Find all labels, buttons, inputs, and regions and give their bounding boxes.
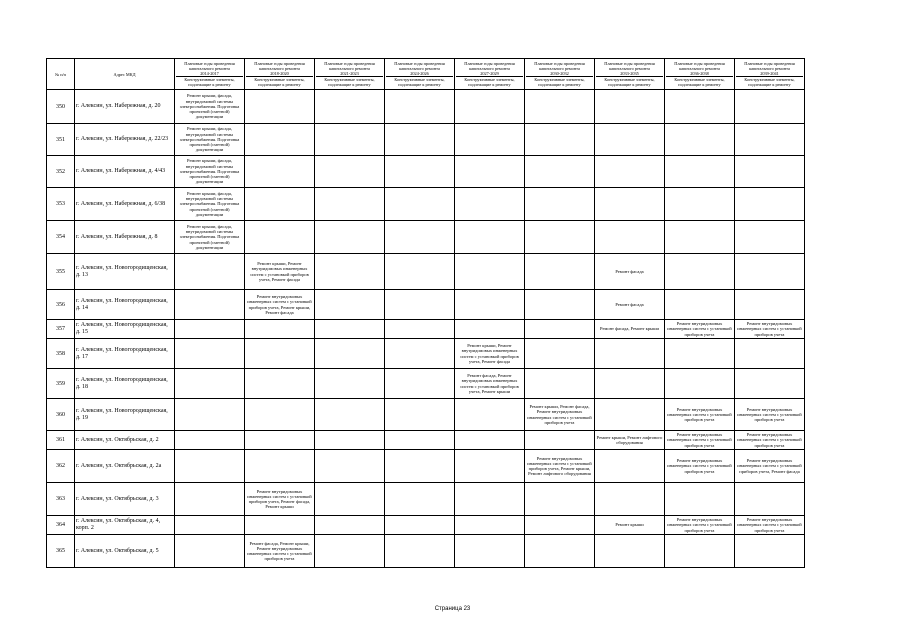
repair-cell: [175, 339, 245, 369]
repair-cell: Ремонт фасада: [595, 254, 665, 290]
repair-cell: [385, 339, 455, 369]
repair-cell: [245, 320, 315, 339]
repair-cell: [665, 290, 735, 320]
repair-cell: [525, 535, 595, 568]
repair-cell: Ремонт внутридомовых инженерных систем с установкой приборов учета: [735, 320, 805, 339]
repair-cell: [245, 90, 315, 124]
repair-cell: [455, 254, 525, 290]
repair-cell: Ремонт крыши, Ремонт фасада, Ремонт внутридомовых инженерных систем с установкой приборов учета: [525, 399, 595, 431]
repair-cell: [385, 535, 455, 568]
row-address: г. Алексин, ул. Набережная, д. 8: [75, 221, 175, 254]
period-title: Плановые годы проведения капитального ремонта: [604, 61, 655, 71]
repair-cell: [385, 290, 455, 320]
row-address: г. Алексин, ул. Набережная, д. 22/23: [75, 124, 175, 156]
period-years: 2033-2035: [620, 71, 639, 76]
repair-cell: [385, 156, 455, 188]
repair-cell: [665, 254, 735, 290]
repair-cell: [665, 221, 735, 254]
repair-cell: [245, 369, 315, 399]
repair-cell: [175, 483, 245, 516]
row-number: 360: [47, 399, 75, 431]
repair-cell: Ремонт крыши: [595, 516, 665, 535]
repair-cell: [175, 254, 245, 290]
row-number: 356: [47, 290, 75, 320]
repair-cell: [315, 516, 385, 535]
repair-cell: [595, 483, 665, 516]
repair-cell: [455, 290, 525, 320]
repair-cell: [385, 450, 455, 483]
repair-cell: [665, 535, 735, 568]
repair-cell: [665, 90, 735, 124]
row-address: г. Алексин, ул. Октябрьская, д. 2: [75, 431, 175, 450]
repair-cell: [735, 90, 805, 124]
period-subtitle: Конструктивные элементы, подлежащие к ремонту: [596, 76, 663, 87]
repair-cell: [175, 535, 245, 568]
row-number: 364: [47, 516, 75, 535]
period-subtitle: Конструктивные элементы, подлежащие к ремонту: [176, 76, 243, 87]
repair-cell: [525, 431, 595, 450]
row-address: г. Алексин, ул. Новогородищенская, д. 19: [75, 399, 175, 431]
header-period: [175, 59, 245, 90]
row-address: г. Алексин, ул. Новогородищенская, д. 15: [75, 320, 175, 339]
repair-cell: [525, 483, 595, 516]
repair-cell: [595, 221, 665, 254]
table-row: [47, 483, 805, 516]
repair-cell: [245, 339, 315, 369]
repair-cell: [315, 483, 385, 516]
repair-cell: [175, 369, 245, 399]
repair-cell: Ремонт крыши, Ремонт внутридомовых инженерных систем с установкой приборов учета, Ремонт фасада: [455, 339, 525, 369]
period-title: Плановые годы проведения капитального ремонта: [534, 61, 585, 71]
repair-cell: [385, 221, 455, 254]
repair-cell: [315, 339, 385, 369]
repair-cell: [595, 156, 665, 188]
row-number: 361: [47, 431, 75, 450]
header-period: [385, 59, 455, 90]
repair-cell: Ремонт внутридомовых инженерных систем с установкой приборов учета: [665, 516, 735, 535]
table-row: [47, 450, 805, 483]
table-row: [47, 124, 805, 156]
repair-cell: [175, 450, 245, 483]
repair-cell: [245, 399, 315, 431]
repair-cell: [595, 339, 665, 369]
period-years: 2014-2017: [200, 71, 219, 76]
repair-cell: Ремонт внутридомовых инженерных систем с установкой приборов учета: [665, 431, 735, 450]
header-period: [525, 59, 595, 90]
capital-repair-table: [46, 58, 805, 568]
repair-cell: [455, 188, 525, 221]
repair-cell: [595, 188, 665, 221]
repair-cell: [315, 369, 385, 399]
repair-cell: [245, 188, 315, 221]
repair-cell: [525, 339, 595, 369]
page-number: Страница 23: [434, 606, 471, 612]
row-address: г. Алексин, ул. Новогородищенская, д. 18: [75, 369, 175, 399]
repair-cell: [175, 290, 245, 320]
table-row: [47, 90, 805, 124]
row-address: г. Алексин, ул. Набережная, д. 6/38: [75, 188, 175, 221]
row-address: г. Алексин, ул. Набережная, д. 4/43: [75, 156, 175, 188]
table-row: [47, 188, 805, 221]
row-number: 365: [47, 535, 75, 568]
repair-cell: [735, 535, 805, 568]
repair-cell: [455, 90, 525, 124]
repair-cell: [385, 254, 455, 290]
period-subtitle: Конструктивные элементы, подлежащие к ремонту: [736, 76, 803, 87]
row-number: 363: [47, 483, 75, 516]
repair-cell: [525, 320, 595, 339]
repair-cell: [175, 431, 245, 450]
repair-cell: Ремонт крыши, фасада, внутридомовой системы электроснабжения. Подготовка проектной (сметной) документации: [175, 90, 245, 124]
repair-cell: [735, 254, 805, 290]
header-period: [455, 59, 525, 90]
repair-cell: [315, 156, 385, 188]
row-address: г. Алексин, ул. Набережная, д. 20: [75, 90, 175, 124]
row-number: 353: [47, 188, 75, 221]
repair-cell: [455, 450, 525, 483]
repair-cell: [665, 188, 735, 221]
header-address: Адрес МКД: [75, 59, 175, 90]
row-address: г. Алексин, ул. Новогородищенская, д. 13: [75, 254, 175, 290]
repair-cell: [455, 399, 525, 431]
table-row: [47, 535, 805, 568]
row-number: 350: [47, 90, 75, 124]
repair-cell: [665, 156, 735, 188]
repair-cell: [385, 369, 455, 399]
table-row: [47, 369, 805, 399]
repair-cell: [315, 124, 385, 156]
repair-cell: [665, 369, 735, 399]
period-subtitle: Конструктивные элементы, подлежащие к ремонту: [386, 76, 453, 87]
period-title: Плановые годы проведения капитального ремонта: [254, 61, 305, 71]
repair-cell: [735, 188, 805, 221]
repair-cell: [525, 188, 595, 221]
row-address: г. Алексин, ул. Новогородищенская, д. 14: [75, 290, 175, 320]
period-years: 2027-2029: [480, 71, 499, 76]
repair-cell: [595, 124, 665, 156]
repair-cell: [735, 221, 805, 254]
row-address: г. Алексин, ул. Октябрьская, д. 2а: [75, 450, 175, 483]
repair-cell: Ремонт фасада, Ремонт крыши, Ремонт внутридомовых инженерных систем с установкой приборов учета: [245, 535, 315, 568]
repair-cell: Ремонт внутридомовых инженерных систем с установкой приборов учета, Ремонт крыши, Ремонт лифтового оборудования: [525, 450, 595, 483]
repair-cell: [315, 535, 385, 568]
header-period: [595, 59, 665, 90]
row-number: 358: [47, 339, 75, 369]
repair-cell: [525, 156, 595, 188]
repair-cell: Ремонт внутридомовых инженерных систем с установкой приборов учета: [735, 431, 805, 450]
row-address: г. Алексин, ул. Октябрьская, д. 3: [75, 483, 175, 516]
repair-cell: [245, 124, 315, 156]
repair-cell: [525, 90, 595, 124]
repair-cell: [735, 339, 805, 369]
table-row: [47, 156, 805, 188]
row-number: 351: [47, 124, 75, 156]
repair-cell: [525, 290, 595, 320]
table-row: [47, 431, 805, 450]
header-period: [315, 59, 385, 90]
period-subtitle: Конструктивные элементы, подлежащие к ремонту: [666, 76, 733, 87]
repair-cell: [385, 483, 455, 516]
period-title: Плановые годы проведения капитального ремонта: [674, 61, 725, 71]
period-years: 2021-2023: [340, 71, 359, 76]
table-row: [47, 290, 805, 320]
repair-cell: [385, 90, 455, 124]
period-subtitle: Конструктивные элементы, подлежащие к ремонту: [456, 76, 523, 87]
repair-cell: [385, 431, 455, 450]
period-subtitle: Конструктивные элементы, подлежащие к ремонту: [316, 76, 383, 87]
repair-cell: [385, 124, 455, 156]
repair-cell: [315, 254, 385, 290]
repair-cell: [245, 221, 315, 254]
repair-cell: [385, 188, 455, 221]
repair-cell: [385, 320, 455, 339]
repair-cell: [455, 221, 525, 254]
table-row: [47, 339, 805, 369]
row-number: 357: [47, 320, 75, 339]
table-row: [47, 221, 805, 254]
repair-cell: Ремонт крыши, Ремонт лифтового оборудования: [595, 431, 665, 450]
repair-cell: [315, 90, 385, 124]
period-title: Плановые годы проведения капитального ремонта: [324, 61, 375, 71]
table-header-row: [47, 59, 805, 90]
table-body: [47, 90, 805, 568]
repair-cell: [455, 156, 525, 188]
repair-cell: Ремонт внутридомовых инженерных систем с установкой приборов учета, Ремонт фасада, Ремонт крыши: [245, 483, 315, 516]
repair-cell: Ремонт внутридомовых инженерных систем с установкой приборов учета: [735, 399, 805, 431]
period-title: Плановые годы проведения капитального ремонта: [394, 61, 445, 71]
repair-cell: [455, 535, 525, 568]
repair-cell: Ремонт крыши, фасада, внутридомовой системы электроснабжения. Подготовка проектной (сметной) документации: [175, 221, 245, 254]
period-title: Плановые годы проведения капитального ремонта: [464, 61, 515, 71]
period-subtitle: Конструктивные элементы, подлежащие к ремонту: [526, 76, 593, 87]
repair-cell: [245, 156, 315, 188]
repair-cell: [315, 290, 385, 320]
repair-cell: [595, 450, 665, 483]
row-number: 355: [47, 254, 75, 290]
repair-cell: [455, 516, 525, 535]
row-number: 362: [47, 450, 75, 483]
repair-cell: Ремонт фасада, Ремонт крыши: [595, 320, 665, 339]
repair-cell: [595, 399, 665, 431]
repair-cell: [595, 90, 665, 124]
repair-cell: [735, 156, 805, 188]
period-years: 2030-2032: [550, 71, 569, 76]
repair-cell: [455, 124, 525, 156]
period-years: 2024-2026: [410, 71, 429, 76]
repair-cell: [455, 483, 525, 516]
header-num: № п/п: [47, 59, 75, 90]
repair-cell: [595, 535, 665, 568]
repair-cell: Ремонт фасада, Ремонт внутридомовых инженерных систем с установкой приборов учета, Ремонт крыши: [455, 369, 525, 399]
repair-cell: [665, 483, 735, 516]
repair-cell: [735, 290, 805, 320]
repair-cell: [175, 399, 245, 431]
repair-cell: Ремонт крыши, фасада, внутридомовой системы электроснабжения. Подготовка проектной (сметной) документации: [175, 124, 245, 156]
repair-cell: [315, 320, 385, 339]
header-period: [665, 59, 735, 90]
period-title: Плановые годы проведения капитального ремонта: [744, 61, 795, 71]
repair-cell: [525, 254, 595, 290]
header-period: [735, 59, 805, 90]
repair-cell: [315, 188, 385, 221]
repair-cell: [525, 369, 595, 399]
repair-cell: [735, 483, 805, 516]
repair-cell: [455, 320, 525, 339]
repair-cell: Ремонт фасада: [595, 290, 665, 320]
row-number: 354: [47, 221, 75, 254]
row-number: 352: [47, 156, 75, 188]
repair-cell: Ремонт внутридомовых инженерных систем с установкой приборов учета, Ремонт фасада: [735, 450, 805, 483]
repair-cell: [595, 369, 665, 399]
repair-cell: Ремонт внутридомовых инженерных систем с установкой приборов учета: [665, 399, 735, 431]
repair-cell: [315, 431, 385, 450]
repair-cell: [245, 516, 315, 535]
repair-cell: [665, 339, 735, 369]
table-row: [47, 320, 805, 339]
repair-cell: Ремонт крыши, фасада, внутридомовой системы электроснабжения. Подготовка проектной (сметной) документации: [175, 156, 245, 188]
repair-cell: [385, 516, 455, 535]
repair-cell: [175, 516, 245, 535]
repair-cell: [455, 431, 525, 450]
repair-cell: [315, 450, 385, 483]
repair-cell: [525, 124, 595, 156]
row-number: 359: [47, 369, 75, 399]
repair-cell: [245, 450, 315, 483]
row-address: г. Алексин, ул. Новогородищенская, д. 17: [75, 339, 175, 369]
period-years: 2039-2041: [760, 71, 779, 76]
repair-cell: Ремонт внутридомовых инженерных систем с установкой приборов учета: [665, 450, 735, 483]
period-years: 2018-2020: [270, 71, 289, 76]
repair-cell: [735, 124, 805, 156]
repair-cell: [665, 124, 735, 156]
period-title: Плановые годы проведения капитального ремонта: [184, 61, 235, 71]
repair-cell: Ремонт внутридомовых инженерных систем с установкой приборов учета: [735, 516, 805, 535]
table-row: [47, 516, 805, 535]
period-subtitle: Конструктивные элементы, подлежащие к ремонту: [246, 76, 313, 87]
repair-cell: Ремонт крыши, фасада, внутридомовой системы электроснабжения. Подготовка проектной (сметной) документации: [175, 188, 245, 221]
repair-cell: [525, 221, 595, 254]
repair-cell: [245, 431, 315, 450]
repair-cell: [385, 399, 455, 431]
repair-cell: Ремонт внутридомовых инженерных систем с установкой приборов учета: [665, 320, 735, 339]
repair-cell: Ремонт крыши, Ремонт внутридомовых инженерных систем с установкой приборов учета, Ремонт фасада: [245, 254, 315, 290]
period-years: 2036-2038: [690, 71, 709, 76]
row-address: г. Алексин, ул. Октябрьская, д. 4, корп. 2: [75, 516, 175, 535]
table-row: [47, 254, 805, 290]
repair-cell: [175, 320, 245, 339]
repair-cell: [315, 399, 385, 431]
repair-cell: [525, 516, 595, 535]
repair-cell: [735, 369, 805, 399]
repair-cell: Ремонт внутридомовых инженерных систем с установкой приборов учета, Ремонт крыши, Ремонт фасада: [245, 290, 315, 320]
repair-cell: [315, 221, 385, 254]
header-period: [245, 59, 315, 90]
table-row: [47, 399, 805, 431]
row-address: г. Алексин, ул. Октябрьская, д. 5: [75, 535, 175, 568]
